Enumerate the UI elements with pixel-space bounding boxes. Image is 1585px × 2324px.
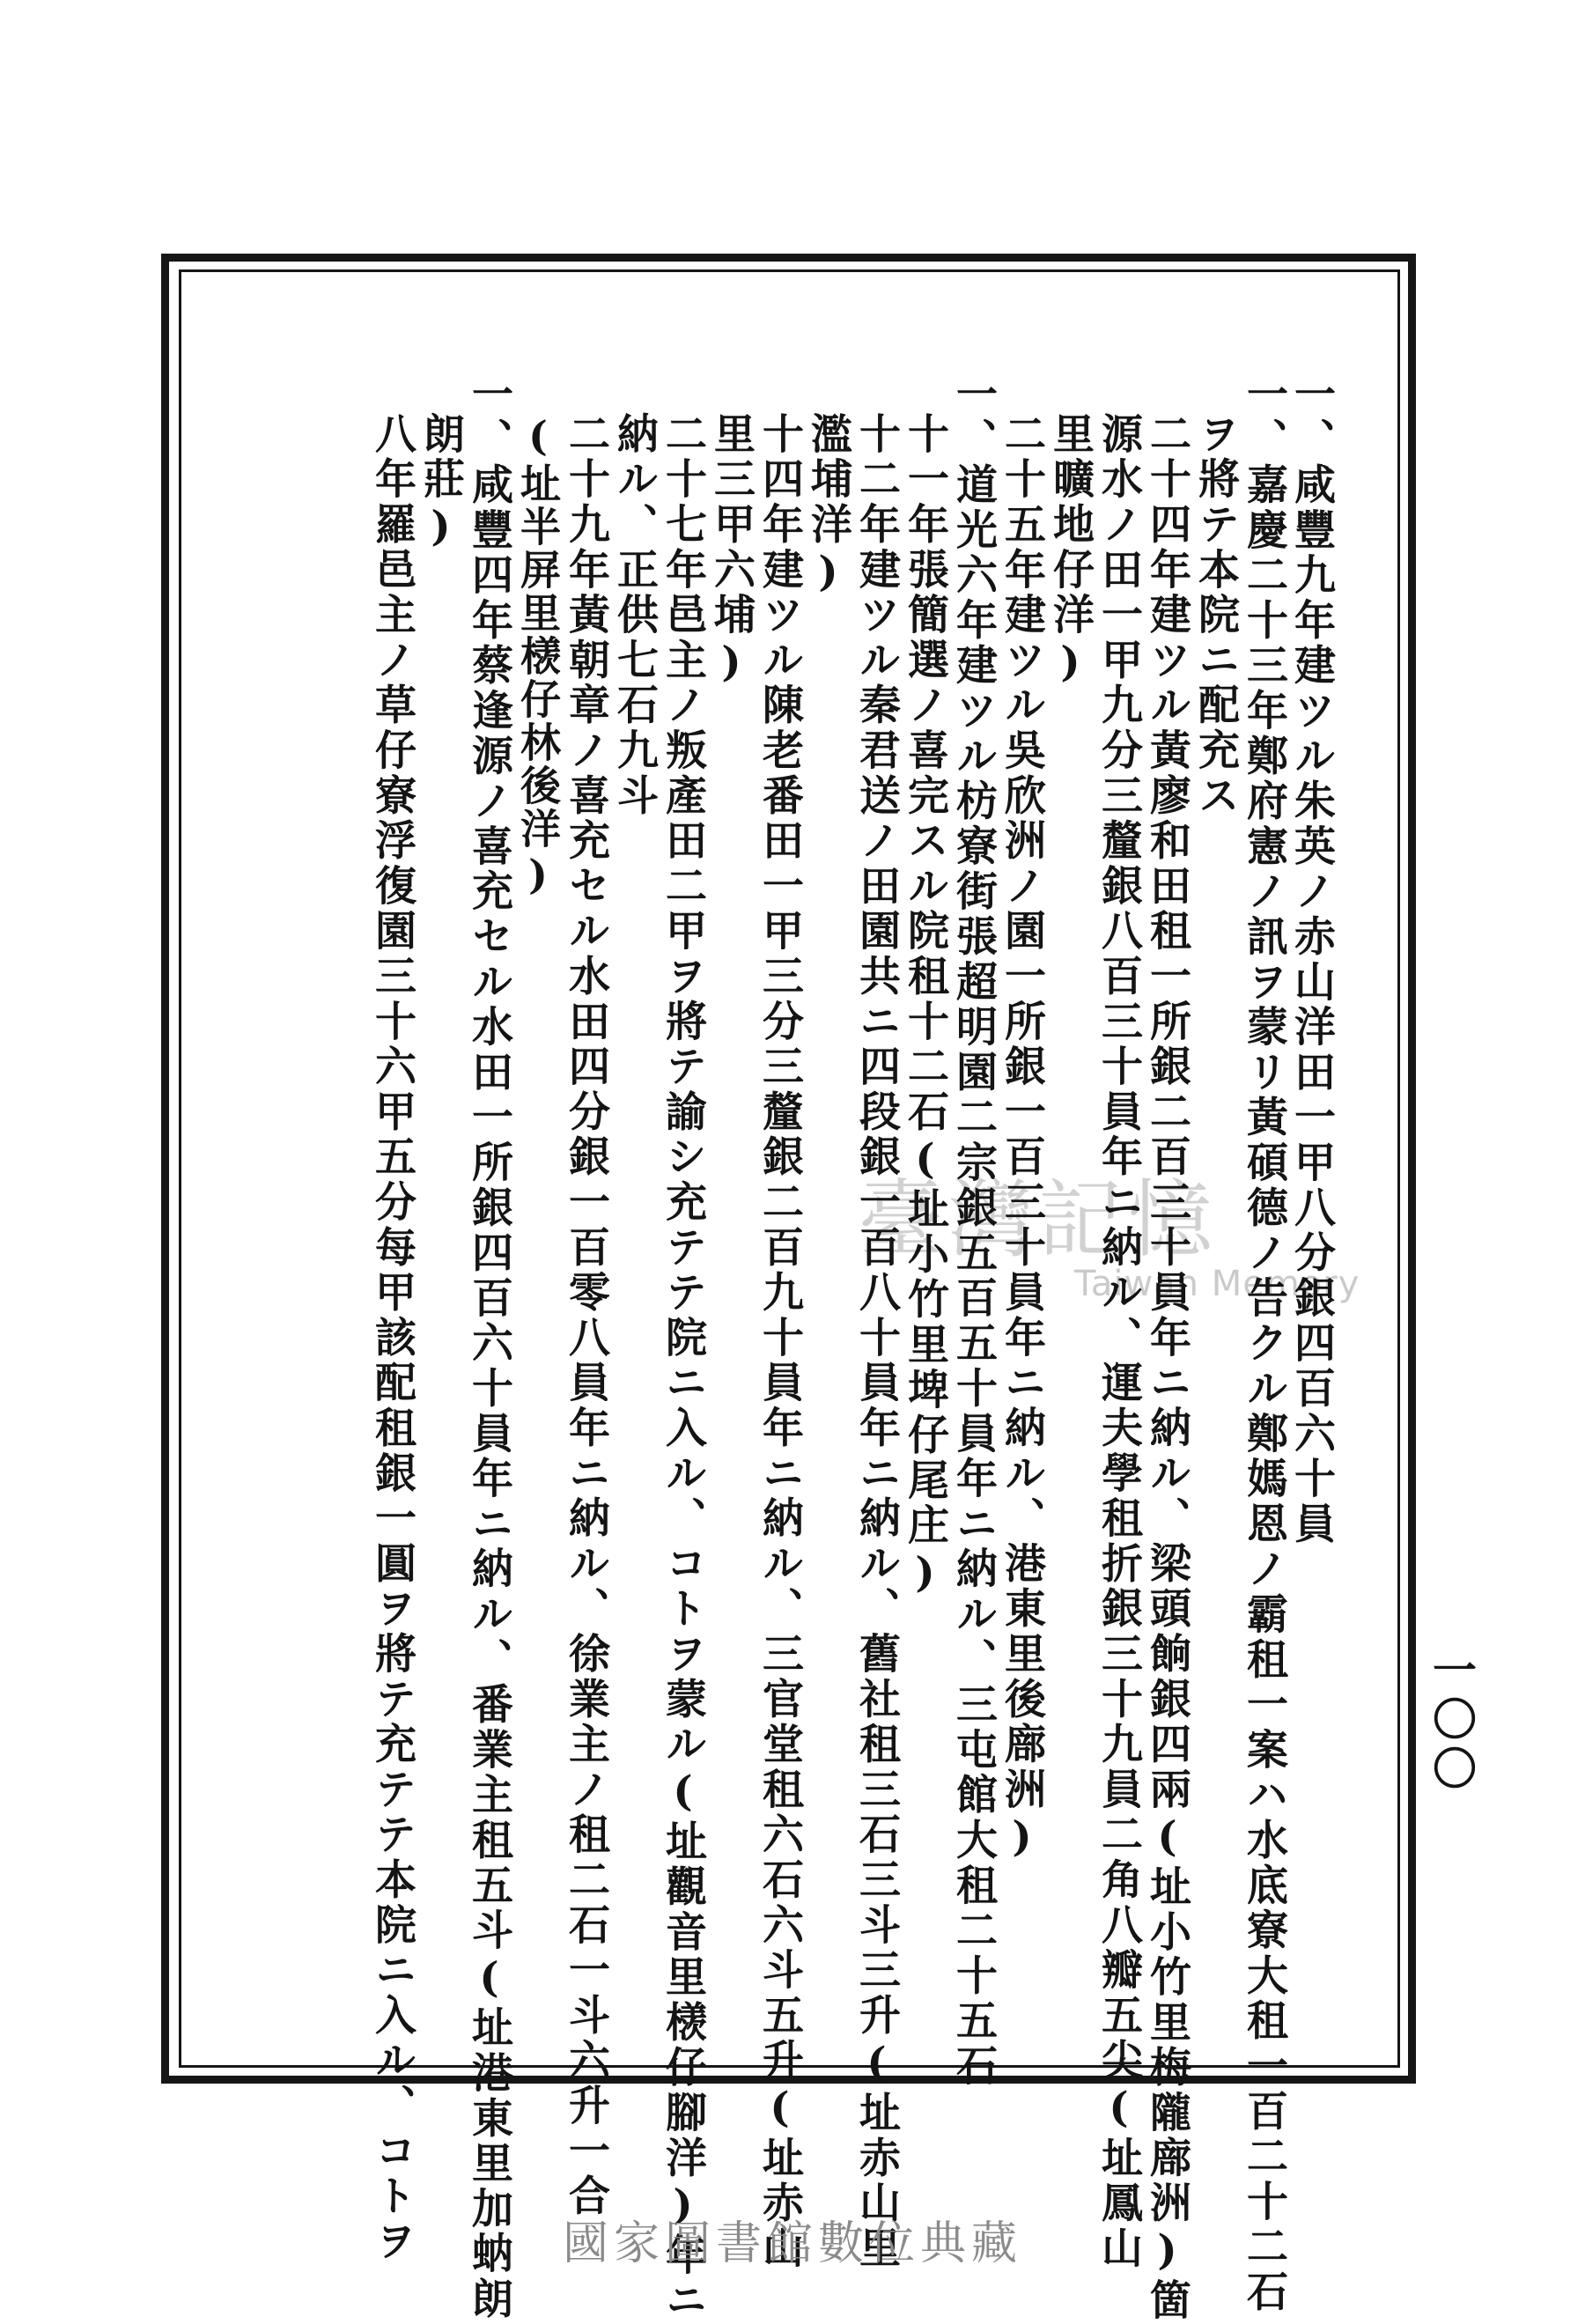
watermark-logo: 臺灣記憶 [859,1170,1218,1269]
text-column: 二十七年邑主ノ叛產田二甲ヲ將テ諭シ充テテ院ニ入ル、コトヲ蒙ル(址觀音里檨仔腳洋)年ニ [659,412,707,2324]
text-column: 十二年建ツル秦君送ノ田園共ニ四段銀一百八十員年ニ納ル、舊社租三石三斗三升(址赤山里 [852,412,901,2272]
footer-library-credit: 國家圖書館數位典藏 [562,2217,1022,2270]
text-column: (址半屏里檨仔林後洋) [514,412,562,901]
text-column: 二十四年建ツル黃廖和田租一所銀二百三十員年ニ納ル、梁頭餉銀四兩(址小竹里梅隴廍洲)箇 [1143,412,1191,2324]
text-column: 八年羅邑主ノ草仔寮浮復園三十六甲五分每甲該配租銀一圓ヲ將テ充テテ本院ニ入ル、コトヲ [368,412,417,2265]
text-column: 一、嘉慶二十三年鄭府憲ノ訊ヲ蒙リ黃碩德ノ告クル鄭媽恩ノ霸租一案ハ水底寮大租一百二十二石 [1240,373,1288,2315]
text-column: ヲ將テ本院ニ配充ス [1191,412,1240,819]
text-column: 濫埔洋) [804,412,852,601]
text-column: 二十五年建ツル吳欣洲ノ園一所銀一百三十員年ニ納ル、港東里後廍洲) [998,412,1046,1865]
text-column: 納ル、正供七石九斗 [610,412,659,819]
page-number: 一〇〇 [1426,1647,1478,1795]
text-column: 一、道光六年建ツル枋寮街張超明園二宗銀五百五十員年ニ納ル、三屯館大租二十五石 [949,373,998,2090]
text-column: 里三甲六埔) [707,412,756,690]
text-column: 朗莊) [417,412,465,555]
text-column: 十一年張簡選ノ喜完スル院租十二石(址小竹里埤仔尾庄) [901,412,949,1601]
text-column: 一、咸豐四年蔡逢源ノ喜充セル水田一所銀四百六十員年ニ納ル、番業主租五斗(址港東里加蚋朗 [465,373,513,2322]
text-column: 二十九年黃朝章ノ喜充セル水田四分銀一百零八員年ニ納ル、徐業主ノ租二石一斗六升一合 [562,412,610,2219]
text-column: 源水ノ田一甲九分三釐銀八百三十員年ニ納ル、運夫學租折銀三十九員二角八瓣五尖(址鳳山 [1095,412,1143,2272]
text-column: 十四年建ツル陳老番田一甲三分三釐銀二百九十員年ニ納ル、三官堂租六石六斗五升(址赤山 [756,412,804,2272]
watermark-text: Taiwan Memory [1074,1264,1360,1304]
text-column: 一、咸豐九年建ツル朱英ノ赤山洋田一甲八分銀四百六十員 [1287,373,1336,1547]
text-column: 里曠地仔洋) [1046,412,1095,690]
